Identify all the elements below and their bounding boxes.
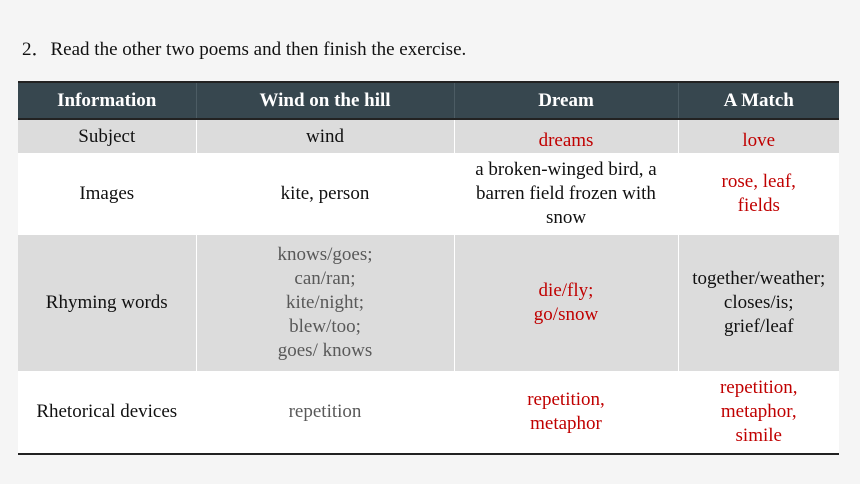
answer-line: repetition, — [527, 389, 605, 410]
table-row-subject — [18, 119, 839, 153]
cell-rhetorical-wind-on-the-hill — [196, 371, 454, 454]
cell-subject-a-match — [678, 119, 839, 153]
cell-line: knows/goes; — [277, 244, 373, 265]
cell-images-wind-on-the-hill — [196, 153, 454, 235]
answer-line: metaphor — [530, 413, 602, 434]
row-label-rhetorical-devices — [18, 371, 196, 454]
header-dream: Dream — [454, 82, 678, 119]
answer-line: go/snow — [533, 304, 599, 325]
cell-line: Rhetorical devices — [36, 401, 178, 422]
cell-line: snow — [545, 207, 587, 228]
cell-subject-wind-on-the-hill — [196, 119, 454, 153]
cell-line: wind — [306, 125, 344, 147]
cell-images-dream — [454, 153, 678, 235]
answer-line: dreams — [538, 129, 594, 151]
row-label-rhyming-words — [18, 235, 196, 371]
table-header-row — [18, 82, 839, 119]
cell-subject-dream — [454, 119, 678, 153]
cell-rhetorical-a-match — [678, 371, 839, 454]
cell-line: Images — [79, 183, 135, 204]
table-row-rhetorical-devices — [18, 371, 839, 454]
poem-comparison-table — [18, 81, 839, 455]
header-information: Information — [18, 82, 196, 119]
cell-rhyming-wind-on-the-hill — [196, 235, 454, 371]
cell-rhyming-a-match — [678, 235, 839, 371]
cell-line: Rhyming words — [45, 292, 168, 313]
cell-line: barren field frozen with — [476, 183, 656, 204]
instruction-text: 2．Read the other two poems and then finish the exercise. — [22, 39, 467, 60]
answer-line: die/fly; — [538, 280, 594, 301]
cell-line: kite, person — [280, 183, 370, 204]
cell-rhetorical-dream — [454, 371, 678, 454]
cell-line: repetition — [288, 401, 362, 422]
answer-line: rose, leaf, — [721, 171, 796, 192]
header-a-match: A Match — [678, 82, 839, 119]
cell-line: can/ran; — [294, 268, 356, 289]
answer-line: repetition, — [719, 377, 798, 398]
cell-rhyming-dream — [454, 235, 678, 371]
answer-line: simile — [735, 425, 782, 446]
answer-line: fields — [737, 195, 780, 216]
header-wind-on-the-hill: Wind on the hill — [196, 82, 454, 119]
cell-images-a-match — [678, 153, 839, 235]
cell-line: together/weather; — [692, 268, 826, 289]
cell-line: blew/too; — [289, 316, 361, 337]
row-label-images — [18, 153, 196, 235]
cell-line: closes/is; — [723, 292, 794, 313]
answer-line: metaphor, — [720, 401, 797, 422]
table-row-images — [18, 153, 839, 235]
row-label-subject — [18, 119, 196, 153]
table-row-rhyming-words — [18, 235, 839, 371]
cell-line: grief/leaf — [723, 316, 794, 337]
cell-line: Subject — [78, 125, 136, 147]
cell-line: kite/night; — [285, 292, 365, 313]
answer-line: love — [742, 129, 776, 151]
cell-line: goes/ knows — [277, 340, 373, 361]
cell-line: a broken-winged bird, a — [475, 159, 657, 180]
